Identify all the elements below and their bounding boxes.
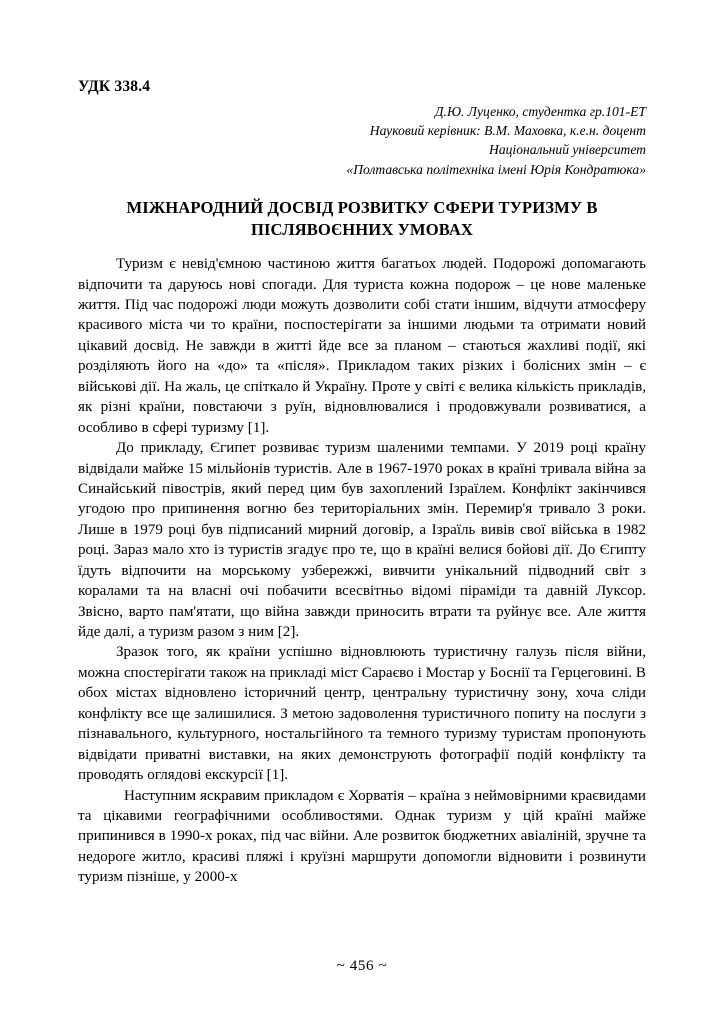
page-number-footer: ~ 456 ~ bbox=[336, 958, 388, 974]
paragraph-4: Наступним яскравим прикладом є Хорватія – країна з неймовірними краєвидами та цікавими географічними особливостями. Однак туризм у цій країні майже припинився в 1990-х роках, під час війни. Але розвиток бюджетних авіаліній, зручне та недороге житло, красиві пляжі і круїзні маршрути допомогли відновити і розвинути туризм пізніше, у 2000-х bbox=[78, 787, 646, 886]
title-line-2: ПІСЛЯВОЄННИХ УМОВАХ bbox=[250, 219, 473, 239]
affiliation-line-author: Д.Ю. Луценко, студентка гр.101-ЕТ bbox=[434, 103, 646, 119]
title-line-1: МІЖНАРОДНИЙ ДОСВІД РОЗВИТКУ СФЕРИ ТУРИЗМУ В bbox=[126, 198, 598, 217]
affiliation-line-university: «Полтавська політехніка імені Юрія Кондратюка» bbox=[346, 161, 646, 177]
paragraph-2: До прикладу, Єгипет розвиває туризм шаленими темпами. У 2019 році країну відвідали майже 15 мільйонів туристів. Але в 1967-1970 роках в країні тривала війна за Синайський півострів, який перед цим був захоплений Ізраїлем. Конфлікт закінчився угодою про припинення вогню без територіальних змін. Перемир'я тривало 3 роки. Лише в 1979 році був підписаний мирний договір, а Ізраїль вивів свої війська в 1982 році. Зараз мало хто із туристів згадує про те, що в країні велися бойові дії. До Єгипту їдуть відпочити на морському узбережжі, вивчити унікальний підводний світ з коралами та на власні очі побачити всесвітньо відомі піраміди та давній Луксор. Звісно, варто пам'ятати, що війна завжди приносить втрати та руйнує все. Але життя йде далі, а туризм разом з ним [2]. bbox=[78, 440, 646, 640]
affiliation-line-supervisor: Науковий керівник: В.М. Маховка, к.е.н. доцент bbox=[369, 123, 646, 139]
page-title bbox=[78, 197, 646, 240]
page-content bbox=[78, 78, 646, 888]
affiliation-line-institution: Національний університет bbox=[489, 142, 646, 158]
udk-code: УДК 338.4 bbox=[78, 78, 151, 95]
article-body bbox=[78, 254, 646, 888]
paragraph-1: Туризм є невід'ємною частиною життя багатьох людей. Подорожі допомагають відпочити та даруюсь нові спогади. Для туриста кожна подорож – це нове маленьке життя. Під час подорожі люди можуть дозволити собі стати іншим, відчути атмосферу красивого міста чи то країни, поспостерігати за іншими людьми та отримати новий цікавий досвід. Не завжди в житті йде все за планом – стаються жахливі події, які розділяють його на «до» та «після». Прикладом таких різких і болісних змін – є військові дії. На жаль, це спіткало й Україну. Проте у світі є велика кількість прикладів, як різні країни, повстаючи з руїн, відновлювалися і продовжували розвиватися, а особливо в сфері туризму [1]. bbox=[78, 256, 646, 436]
author-affiliation-block bbox=[78, 102, 646, 179]
paragraph-3: Зразок того, як країни успішно відновлюють туристичну галузь після війни, можна спостерігати також на прикладі міст Сараєво і Мостар у Боснії та Герцеговині. В обох містах відновлено історичний центр, центральну туристичну зону, хоча сліди конфлікту все ще залишилися. З метою задоволення туристичного попиту на послуги з пізнавального, культурного, ностальгійного та темного туризму туристам пропонують відвідати приватні виставки, на яких демонструють фотографії подій конфлікту та проводять оглядові екскурсії [1]. bbox=[78, 644, 646, 784]
